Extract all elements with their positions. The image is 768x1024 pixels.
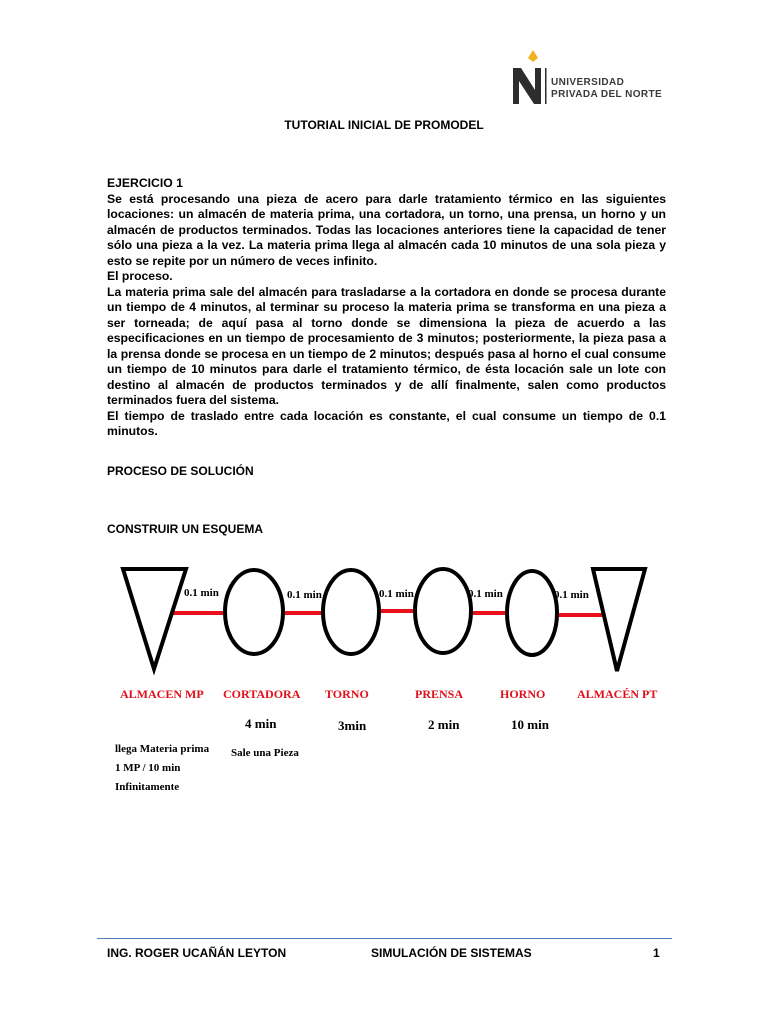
schema-heading: CONSTRUIR UN ESQUEMA [107,522,264,536]
cortadora-ellipse [225,570,283,654]
almacen-pt-triangle [593,569,645,671]
note-mp-line-2: 1 MP / 10 min [115,762,181,774]
node-name-almacen-pt: ALMACÉN PT [577,687,658,701]
prensa-ellipse [415,569,471,653]
footer-course: SIMULACIÓN DE SISTEMAS [371,946,532,960]
note-mp-line-3: Infinitamente [115,781,180,793]
node-time-horno: 10 min [511,717,549,732]
connector-label-4: 0.1 min [468,588,503,600]
logo-text [551,77,662,101]
exercise-paragraph-4: El tiempo de traslado entre cada locación es constante, el cual consume un tiempo de 0.1 minutos. [107,408,666,438]
note-cortadora: Sale una Pieza [231,747,299,759]
connector-label-2: 0.1 min [287,589,322,601]
node-name-cortadora: CORTADORA [223,687,301,701]
process-diagram [100,560,680,810]
node-time-cortadora: 4 min [245,716,277,731]
footer-author: ING. ROGER UCAÑÁN LEYTON [107,946,287,960]
node-name-almacen-mp: ALMACEN MP [120,687,204,701]
logo-flame-icon [528,50,538,62]
document-title: TUTORIAL INICIAL DE PROMODEL [284,118,484,132]
footer-divider [97,938,672,939]
exercise-heading: EJERCICIO 1 [107,176,183,190]
horno-ellipse [507,571,557,655]
logo-line-2: PRIVADA DEL NORTE [551,89,663,100]
almacen-mp-triangle [123,569,186,669]
node-name-horno: HORNO [500,687,546,701]
connector-label-3: 0.1 min [379,588,414,600]
torno-ellipse [323,570,379,654]
note-mp-line-1: llega Materia prima [115,743,210,755]
logo-n-icon [513,68,541,104]
node-name-prensa: PRENSA [415,687,464,701]
exercise-text [107,176,666,440]
footer-page-number: 1 [653,946,660,960]
node-name-torno: TORNO [325,687,369,701]
connector-label-5: 0.1 min [554,589,589,601]
exercise-paragraph-1: Se está procesando una pieza de acero para darle tratamiento térmico en las siguientes locaciones: un almacén de materia prima, una cortadora, un torno, una prensa, un horno y un almacén de productos terminados. Todas las locaciones anteriores tiene la capacidad de tener sólo una pieza a la vez. La materia prima llega al almacén cada 10 minutos de una sola pieza y esto se repite por un número de veces infinito. [107,191,666,268]
node-time-prensa: 2 min [428,717,460,732]
logo-line-1: UNIVERSIDAD [551,77,625,88]
node-time-torno: 3min [338,718,367,733]
solution-heading: PROCESO DE SOLUCIÓN [107,464,254,478]
connector-label-1: 0.1 min [184,587,219,599]
exercise-paragraph-3: La materia prima sale del almacén para trasladarse a la cortadora en donde se procesa durante un tiempo de 4 minutos, al terminar su proceso la materia prima se transforma en una pieza a ser torneada; de aquí pasa al torno donde se dimensiona la pieza de acuerdo a las especificaciones en un tiempo de procesamiento de 3 minutos; posteriormente, la pieza pasa a la prensa donde se procesa en un tiempo de 2 minutos; después pasa al horno el cual consume un tiempo de 10 minutos para darle el tratamiento térmico, de ésta locación sale un lote con destino al almacén de productos terminados y de allí finalmente, salen como productos terminados fuera del sistema. [107,284,666,407]
exercise-paragraph-2: El proceso. [107,269,173,283]
